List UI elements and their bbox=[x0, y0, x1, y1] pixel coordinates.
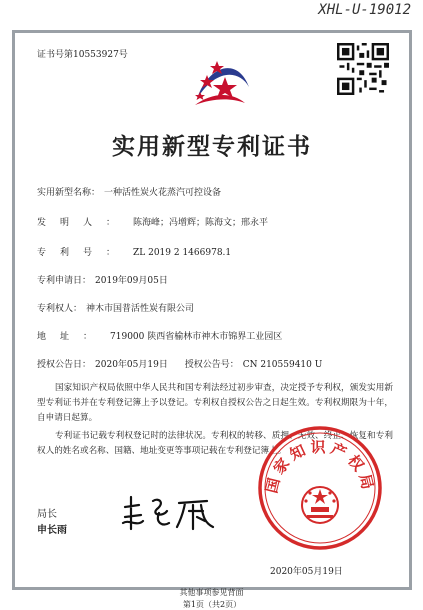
field-value: 2020年05月19日 bbox=[95, 360, 168, 370]
seal-date: 2020年05月19日 bbox=[270, 567, 343, 577]
certificate-title: 实用新型专利证书 bbox=[112, 133, 312, 160]
field-label: 发明人： bbox=[37, 218, 130, 228]
seal-icon bbox=[255, 423, 385, 553]
field-value: 一种活性炭火花蒸汽可控设备 bbox=[104, 188, 222, 198]
field-patent-number bbox=[37, 245, 231, 258]
field-value: 陈海峰；冯增辉；陈海文；邢永平 bbox=[133, 218, 269, 228]
paragraph-legal-status: 专利证书记载专利权登记时的法律状况。专利权的转移、质押、无效、终止、恢复和专利权人的姓名或名称、国籍、地址变更等事项记载在专利登记簿上。 bbox=[37, 431, 393, 456]
field-label: 授权公告号： bbox=[184, 360, 239, 370]
field-value: 2019年09月05日 bbox=[95, 276, 168, 286]
field-value: 神木市国普活性炭有限公司 bbox=[86, 304, 195, 314]
handwritten-note: XHL-U-19012 bbox=[318, 2, 411, 18]
field-utility-model-name bbox=[37, 185, 221, 198]
certificate-number: 证书号第10553927号 bbox=[37, 50, 128, 60]
page-number: 第1页（共2页） bbox=[182, 600, 242, 609]
paragraph-grant-statement: 国家知识产权局依照中华人民共和国专利法经过初步审查，决定授予专利权，颁发实用新型专利证书并在专利登记簿上予以登记。专利权自授权公告之日起生效。专利权期限为十年，自申请日起算。 bbox=[37, 383, 393, 423]
field-label: 专利申请日： bbox=[37, 276, 92, 286]
footer-note: 其他事项参见背面 bbox=[179, 588, 244, 597]
field-label: 地址： bbox=[37, 332, 107, 342]
field-address bbox=[37, 329, 282, 342]
field-label: 专利号： bbox=[37, 248, 130, 258]
field-filing-date bbox=[37, 273, 168, 286]
director-title: 局长 bbox=[37, 509, 57, 520]
field-label: 实用新型名称： bbox=[37, 188, 101, 198]
field-value: CN 210559410 U bbox=[242, 360, 323, 370]
field-value: ZL 2019 2 1466978.1 bbox=[133, 248, 232, 258]
seal-text: 国家知识产权局 bbox=[262, 438, 378, 495]
field-value: 719000 陕西省榆林市神木市锦界工业园区 bbox=[110, 332, 283, 342]
cnipa-emblem-icon bbox=[185, 47, 255, 117]
field-grant-date bbox=[37, 357, 322, 370]
field-label: 授权公告日： bbox=[37, 360, 92, 370]
field-patentee bbox=[37, 301, 194, 314]
signature-icon bbox=[119, 493, 229, 533]
director-name: 申长雨 bbox=[37, 525, 67, 536]
field-label: 专利权人： bbox=[37, 304, 83, 314]
qr-code bbox=[337, 43, 389, 95]
field-inventor bbox=[37, 215, 268, 228]
